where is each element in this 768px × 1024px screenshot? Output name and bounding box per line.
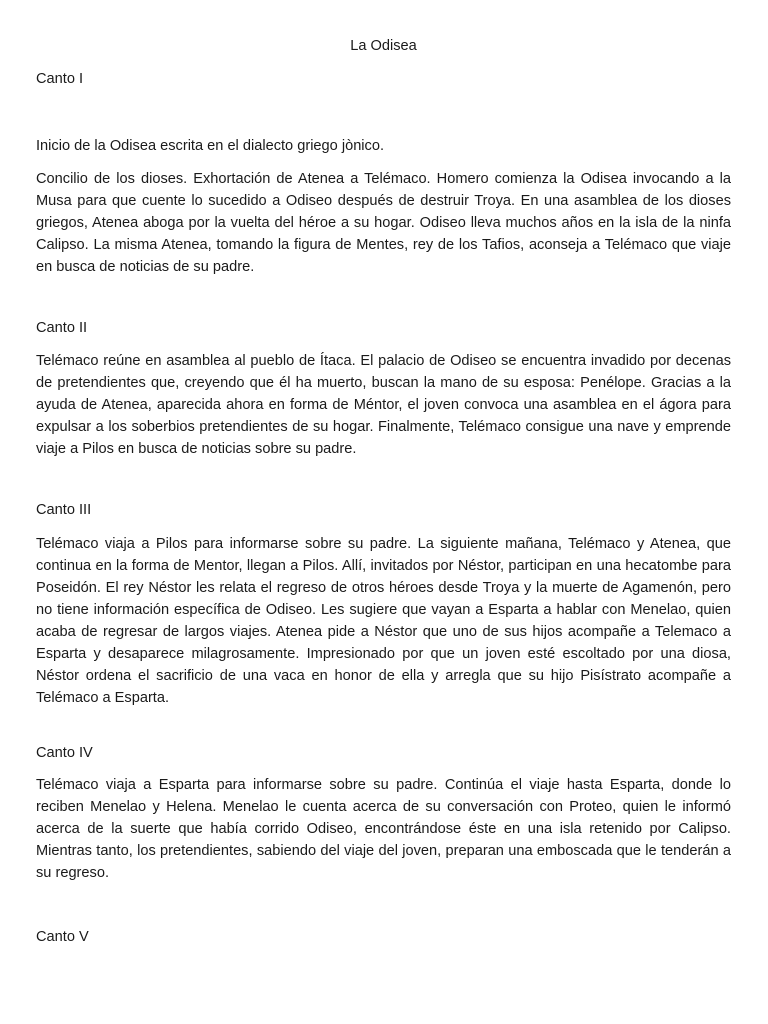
canto-heading: Canto IV	[36, 745, 93, 761]
canto-paragraph: Telémaco viaja a Pilos para informarse sobre su padre. La siguiente mañana, Telémaco y Atenea, que continua en la forma de Mentor, llegan a Pilos. Allí, invitados por Néstor, participan en una hecatombe para Poseidón. El rey Néstor les relata el regreso de otros héroes desde Troya y la muerte de Agamenón, pero no tiene información específica de Odiseo. Les sugiere que vayan a Esparta a hablar con Menelao, quien acaba de regresar de largos viajes. Atenea pide a Néstor que uno de sus hijos acompañe a Telemaco a Esparta y desaparece milagrosamente. Impresionado por que un joven esté escoltado por una diosa, Néstor ordena el sacrificio de una vaca en honor de ella y arregla que su hijo Pisístrato acompañe a Telémaco a Esparta.	[36, 536, 731, 706]
intro-paragraph: Inicio de la Odisea escrita en el dialecto griego jònico.	[36, 138, 385, 154]
canto-heading: Canto II	[36, 320, 88, 336]
canto-heading: Canto V	[36, 929, 89, 945]
canto-paragraph: Telémaco viaja a Esparta para informarse sobre su padre. Continúa el viaje hasta Esparta, donde lo reciben Menelao y Helena. Menelao le cuenta acerca de su conversación con Proteo, quien le informó acerca de la suerte que había corrido Odiseo, encontrándose éste en una isla retenido por Calipso. Mientras tanto, los pretendientes, sabiendo del viaje del joven, preparan una emboscada que le tenderán a su regreso.	[36, 777, 731, 881]
canto-paragraph: Concilio de los dioses. Exhortación de Atenea a Telémaco. Homero comienza la Odisea invocando a la Musa para que cuente lo sucedido a Odiseo después de destruir Troya. En una asamblea de los dioses griegos, Atenea aboga por la vuelta del héroe a su hogar. Odiseo lleva muchos años en la isla de la ninfa Calipso. La misma Atenea, tomando la figura de Mentes, rey de los Tafios, aconseja a Telémaco que viaje en busca de noticias de su padre.	[36, 171, 731, 275]
canto-heading: Canto I	[36, 71, 84, 87]
canto-heading: Canto III	[36, 502, 92, 518]
canto-paragraph: Telémaco reúne en asamblea al pueblo de Ítaca. El palacio de Odiseo se encuentra invadido por decenas de pretendientes que, creyendo que él ha muerto, buscan la mano de su esposa: Penélope. Gracias a la ayuda de Atenea, aparecida ahora en forma de Méntor, el joven convoca una asamblea en el ágora para expulsar a los soberbios pretendientes de su hogar. Finalmente, Telémaco consigue una nave y emprende viaje a Pilos en busca de noticias sobre su padre.	[36, 353, 731, 457]
document-title: La Odisea	[350, 38, 417, 54]
